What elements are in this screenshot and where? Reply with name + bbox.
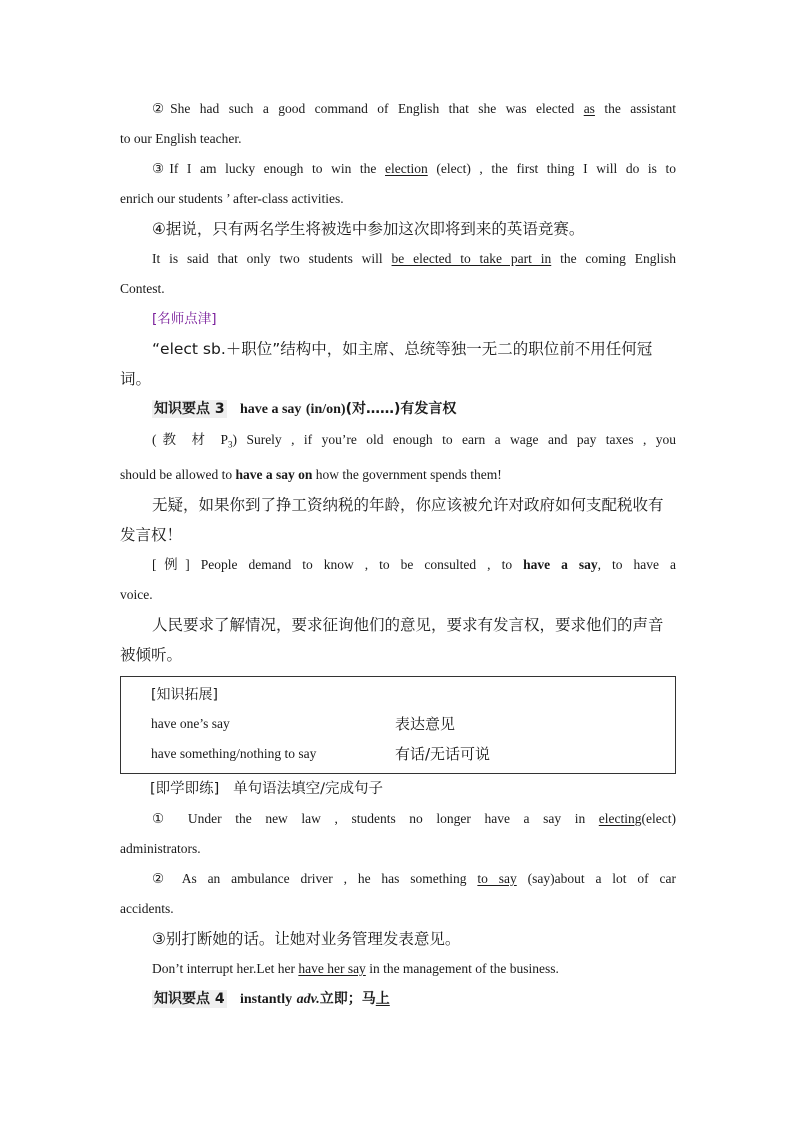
item-4-chinese: ④据说，只有两名学生将被选中参加这次即将到来的英语竞赛。 bbox=[152, 220, 585, 238]
example-translation-2: 被倾听。 bbox=[120, 645, 183, 664]
knowledge-point-label: 知识要点 4 bbox=[154, 990, 225, 1007]
knowledge-point-label: 知识要点 3 bbox=[154, 401, 225, 417]
key-word: instantly bbox=[239, 991, 293, 1007]
expansion-heading: [知识拓展] bbox=[151, 686, 218, 703]
answer-blank: be elected to take part in bbox=[391, 251, 552, 266]
textbook-translation-2: 发言权！ bbox=[120, 525, 183, 544]
example-line-2: voice. bbox=[120, 586, 153, 602]
item-4-line-1: It is said that only two students will be elected to take part in the coming English bbox=[152, 251, 677, 266]
tip-text-1: “elect sb.＋职位”结构中，如主席、总统等独一无二的职位前不用任何冠 bbox=[152, 340, 653, 358]
textbook-example-line-2: should be allowed to have a say on how the government spends them! bbox=[120, 466, 502, 482]
item-2-line-2: to our English teacher. bbox=[120, 131, 242, 146]
item-2-line-1: ②She had such a good command of English that she was elected as the assistant bbox=[152, 101, 676, 116]
practice-q2-line-1: ② As an ambulance driver , he has something to say (say)about a lot of car bbox=[152, 870, 676, 886]
tip-heading bbox=[120, 304, 676, 334]
answer-blank: to say bbox=[477, 870, 517, 886]
key-phrase: have a say bbox=[239, 402, 302, 417]
knowledge-point-4-heading: 知识要点 4 instantly adv.立即；马上 bbox=[154, 990, 390, 1007]
textbook-source: (教 材 $P_3$) bbox=[152, 432, 237, 450]
textbook-example-line-1: (教 材 $P_3$) Surely , if you’re old enough to earn a wage and pay taxes , you bbox=[152, 432, 677, 450]
knowledge-point-3-heading: 知识要点 3 have a say (in/on)(对……)有发言权 bbox=[154, 401, 457, 417]
practice-q2-line-2: accidents. bbox=[120, 900, 174, 916]
example-translation-1: 人民要求了解情况，要求征询他们的意见，要求有发言权，要求他们的声音 bbox=[152, 615, 664, 634]
item-3-line-2: enrich our students ’ after-class activities. bbox=[120, 191, 344, 206]
item-3-line-1: ③If I am lucky enough to win the election (elect) , the first thing I will do is to bbox=[152, 161, 677, 176]
practice-q3-line: Don’t interrupt her.Let her have her say in the management of the business. bbox=[152, 960, 559, 976]
practice-q1-line-2: administrators. bbox=[120, 840, 201, 856]
practice-q3-chinese: ③别打断她的话。让她对业务管理发表意见。 bbox=[152, 929, 461, 948]
answer-blank: as bbox=[583, 101, 595, 116]
knowledge-expansion-box bbox=[120, 676, 676, 774]
practice-title: 单句语法填空/完成句子 bbox=[233, 780, 384, 797]
practice-heading bbox=[120, 774, 676, 804]
expansion-row: have something/nothing to say 有话/无话可说 bbox=[151, 745, 491, 764]
practice-q1-line-1: ① Under the new law , students no longer have a say in electing(elect) bbox=[152, 810, 676, 826]
example-label: [例] bbox=[152, 556, 190, 572]
tip-label: [名师点津] bbox=[152, 311, 217, 327]
answer-blank: electing bbox=[598, 810, 642, 826]
practice-label: [即学即练] bbox=[150, 780, 220, 797]
textbook-translation-1: 无疑，如果你到了挣工资纳税的年龄，你应该被允许对政府如何支配税收有 bbox=[152, 495, 664, 514]
expansion-row: have one’s say 表达意见 bbox=[151, 715, 456, 734]
item-4-line-2: Contest. bbox=[120, 281, 165, 296]
answer-blank: election bbox=[385, 161, 428, 176]
tip-text-2: 词。 bbox=[120, 370, 152, 388]
document-content bbox=[120, 94, 676, 1015]
example-line-1: [例] People demand to know , to be consulted , to have a say, to have a bbox=[152, 556, 677, 572]
answer-blank: have her say bbox=[298, 960, 366, 976]
